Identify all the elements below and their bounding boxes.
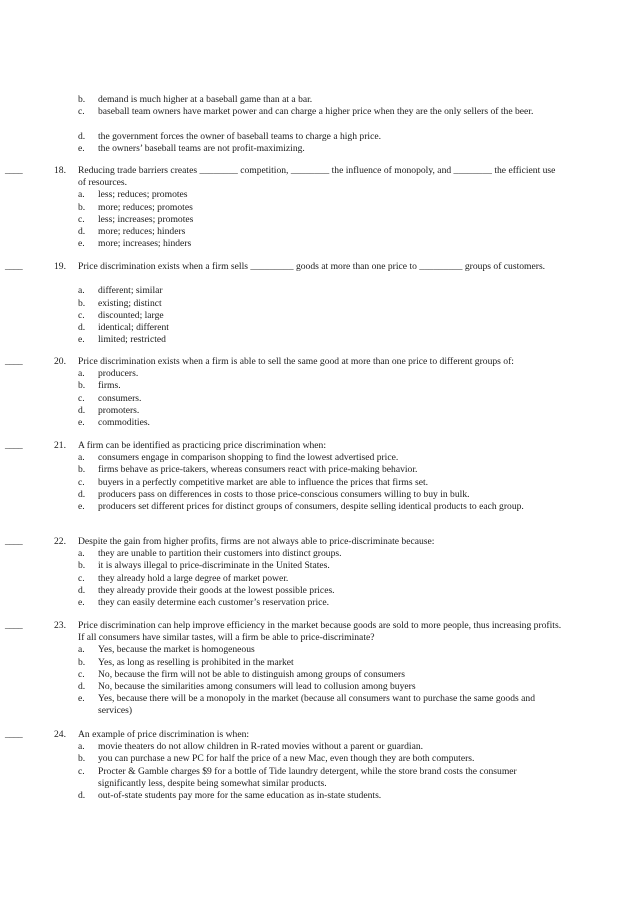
option-text: producers pass on differences in costs to those price-conscious consumers willing to buy in bulk. xyxy=(98,488,470,500)
option-text: Yes, as long as reselling is prohibited in the market xyxy=(98,656,294,668)
option-a xyxy=(78,285,578,297)
option-text: the owners’ baseball teams are not profit-maximizing. xyxy=(98,142,305,154)
option-letter: e. xyxy=(78,416,85,428)
option-letter: d. xyxy=(78,225,86,237)
question-number: 21. xyxy=(54,440,66,451)
option-e xyxy=(78,597,578,609)
question-stem: Price discrimination exists when a firm is able to sell the same good at more than one price to different groups of: xyxy=(78,356,514,367)
option-text: identical; different xyxy=(98,321,169,333)
option-text: Procter & Gamble charges $9 for a bottle of Tide laundry detergent, while the store brand costs the consumer significantly less, despite being somewhat similar products. xyxy=(98,765,517,789)
option-text: more; reduces; hinders xyxy=(98,225,186,237)
option-text: out-of-state students pay more for the same education as in-state students. xyxy=(98,789,382,801)
option-letter: e. xyxy=(78,238,85,250)
option-d xyxy=(78,790,578,802)
option-letter: c. xyxy=(78,309,85,321)
option-text: producers set different prices for distinct groups of consumers, despite selling identical products to each group. xyxy=(98,500,524,512)
option-letter: c. xyxy=(78,476,85,488)
option-b xyxy=(78,94,578,106)
option-text: buyers in a perfectly competitive market are able to influence the prices that firms set. xyxy=(98,476,429,488)
option-letter: d. xyxy=(78,321,86,333)
option-text: movie theaters do not allow children in R-rated movies without a parent or guardian. xyxy=(98,741,424,753)
option-letter: e. xyxy=(78,500,85,512)
question-number: 19. xyxy=(54,261,66,272)
option-b xyxy=(78,380,578,392)
option-d xyxy=(78,226,578,238)
question-number: 24. xyxy=(54,729,66,740)
option-c xyxy=(78,573,578,585)
question-17-continuation xyxy=(78,94,578,155)
option-e xyxy=(78,143,578,155)
option-text: firms behave as price-takers, whereas consumers react with price-making behavior. xyxy=(98,464,418,476)
option-text: Yes, because there will be a monopoly in the market (because all consumers want to purchase the same goods and services) xyxy=(98,693,536,717)
option-a xyxy=(78,452,578,464)
option-b xyxy=(78,657,578,669)
option-text: they are unable to partition their customers into distinct groups. xyxy=(98,548,342,560)
option-letter: a. xyxy=(78,189,85,201)
option-text: less; reduces; promotes xyxy=(98,189,188,201)
option-letter: c. xyxy=(78,392,85,404)
options-list xyxy=(78,285,578,346)
question-number: 20. xyxy=(54,356,66,367)
option-e xyxy=(78,501,578,525)
question-stem: Despite the gain from higher profits, firms are not always able to price-discriminate because: xyxy=(78,536,435,547)
option-text: limited; restricted xyxy=(98,334,166,346)
option-text: consumers engage in comparison shopping to find the lowest advertised price. xyxy=(98,452,399,464)
option-a xyxy=(78,644,578,656)
option-a xyxy=(78,548,578,560)
option-text: different; similar xyxy=(98,285,163,297)
option-text: Yes, because the market is homogeneous xyxy=(98,644,255,656)
option-letter: c. xyxy=(78,765,85,777)
option-letter: b. xyxy=(78,380,86,392)
option-letter: c. xyxy=(78,106,85,118)
answer-blank[interactable]: ____ xyxy=(5,356,23,367)
option-e xyxy=(78,334,578,346)
options-list xyxy=(78,368,578,429)
option-letter: e. xyxy=(78,693,85,705)
option-letter: d. xyxy=(78,680,86,692)
option-letter: b. xyxy=(78,656,86,668)
option-text: No, because the similarities among consumers will lead to collusion among buyers xyxy=(98,680,416,692)
answer-blank[interactable]: ____ xyxy=(5,261,23,272)
option-b xyxy=(78,202,578,214)
option-a xyxy=(78,741,578,753)
option-c xyxy=(78,669,578,681)
option-c xyxy=(78,106,578,130)
option-d xyxy=(78,405,578,417)
answer-blank[interactable]: ____ xyxy=(5,729,23,740)
option-letter: a. xyxy=(78,644,85,656)
option-b xyxy=(78,464,578,476)
options-list xyxy=(78,644,578,717)
option-d xyxy=(78,681,578,693)
question-number: 22. xyxy=(54,536,66,547)
option-letter: a. xyxy=(78,452,85,464)
option-text: baseball team owners have market power and can charge a higher price when they are the only sellers of the beer. xyxy=(98,106,534,118)
option-letter: b. xyxy=(78,464,86,476)
option-letter: b. xyxy=(78,201,86,213)
option-text: they already hold a large degree of market power. xyxy=(98,572,289,584)
options-list xyxy=(78,452,578,525)
option-text: more; increases; hinders xyxy=(98,238,192,250)
option-text: the government forces the owner of baseball teams to charge a high price. xyxy=(98,130,381,142)
option-text: No, because the firm will not be able to distinguish among groups of consumers xyxy=(98,668,405,680)
option-text: it is always illegal to price-discriminate in the United States. xyxy=(98,560,330,572)
option-text: existing; distinct xyxy=(98,297,162,309)
option-text: promoters. xyxy=(98,404,140,416)
option-text: they already provide their goods at the lowest possible prices. xyxy=(98,584,335,596)
option-letter: b. xyxy=(78,94,86,105)
option-letter: e. xyxy=(78,596,85,608)
options-list xyxy=(78,741,578,802)
answer-blank[interactable]: ____ xyxy=(5,620,23,631)
question-stem: Reducing trade barriers creates ________ competition, ________ the influence of monopoly, and ________ the efficient use of resources. xyxy=(78,165,556,189)
option-letter: d. xyxy=(78,789,86,801)
option-letter: c. xyxy=(78,213,85,225)
option-e xyxy=(78,238,578,250)
option-text: firms. xyxy=(98,380,121,392)
option-d xyxy=(78,585,578,597)
option-letter: a. xyxy=(78,368,85,380)
option-c xyxy=(78,214,578,226)
option-letter: d. xyxy=(78,584,86,596)
options-list xyxy=(78,189,578,250)
option-text: discounted; large xyxy=(98,309,164,321)
answer-blank[interactable]: ____ xyxy=(5,440,23,451)
option-d xyxy=(78,322,578,334)
option-text: producers. xyxy=(98,368,139,380)
option-d xyxy=(78,131,578,143)
question-stem: Price discrimination exists when a firm sells _________ goods at more than one price to _________ groups of customers. xyxy=(78,261,546,272)
option-text: you can purchase a new PC for half the price of a new Mac, even though they are both computers. xyxy=(98,753,475,765)
option-text: less; increases; promotes xyxy=(98,213,194,225)
answer-blank[interactable]: ____ xyxy=(5,165,23,176)
option-c xyxy=(78,477,578,489)
question-stem: An example of price discrimination is when: xyxy=(78,729,250,740)
option-letter: d. xyxy=(78,404,86,416)
option-a xyxy=(78,189,578,201)
question-stem: Price discrimination can help improve efficiency in the market because goods are sold to more people, thus increasing profits. If all consumers have similar tastes, will a firm be able to price-discriminate? xyxy=(78,620,562,644)
option-text: commodities. xyxy=(98,416,150,428)
option-text: consumers. xyxy=(98,392,142,404)
option-letter: b. xyxy=(78,560,86,572)
option-letter: c. xyxy=(78,668,85,680)
option-c xyxy=(78,310,578,322)
option-letter: b. xyxy=(78,753,86,765)
option-b xyxy=(78,560,578,572)
option-letter: a. xyxy=(78,741,85,753)
option-letter: b. xyxy=(78,297,86,309)
option-letter: a. xyxy=(78,285,85,297)
option-e xyxy=(78,693,578,717)
option-letter: e. xyxy=(78,334,85,346)
option-b xyxy=(78,298,578,310)
question-stem: A firm can be identified as practicing price discrimination when: xyxy=(78,440,327,451)
question-number: 23. xyxy=(54,620,66,631)
option-a xyxy=(78,368,578,380)
option-text: they can easily determine each customer’s reservation price. xyxy=(98,596,330,608)
option-letter: a. xyxy=(78,548,85,560)
option-text: demand is much higher at a baseball game than at a bar. xyxy=(98,94,313,105)
question-number: 18. xyxy=(54,165,66,176)
option-letter: c. xyxy=(78,572,85,584)
option-letter: e. xyxy=(78,142,85,154)
option-d xyxy=(78,489,578,501)
options-list xyxy=(78,548,578,609)
option-text: more; reduces; promotes xyxy=(98,201,193,213)
answer-blank[interactable]: ____ xyxy=(5,536,23,547)
option-letter: d. xyxy=(78,488,86,500)
option-c xyxy=(78,766,578,790)
option-letter: d. xyxy=(78,130,86,142)
option-c xyxy=(78,393,578,405)
option-e xyxy=(78,417,578,429)
option-b xyxy=(78,753,578,765)
